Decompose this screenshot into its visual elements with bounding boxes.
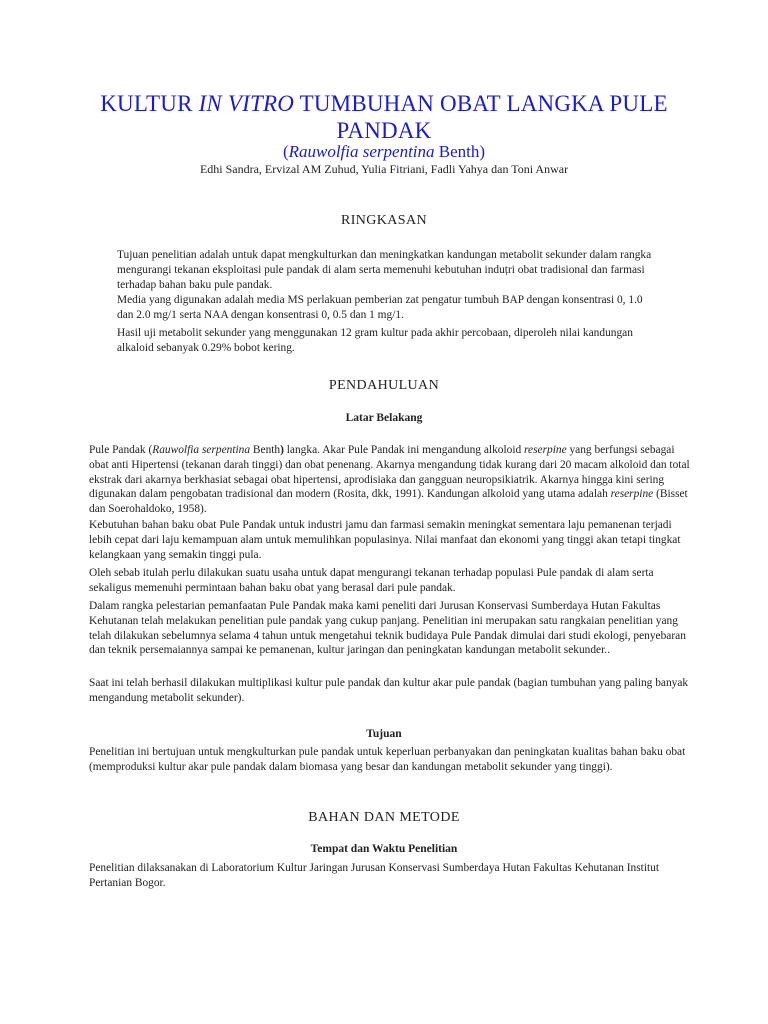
- objective-subheading: Tujuan: [366, 728, 402, 740]
- p1-seg-c: Benth: [250, 444, 281, 456]
- subtitle-species: Rauwolfia serpentina: [288, 142, 435, 161]
- subtitle-open: (: [282, 142, 289, 161]
- intro-paragraph-2: Kebutuhan bahan baku obat Pule Pandak untuk industri jamu dan farmasi semakin meningkat sementara laju pemanenan terjadi lebih cepat dari laju kemampuan alam untuk memulihkan populasinya. Nilai manfaat dan ekonomi yang tinggi akan tetapi tingkat kelangkaan yang semakin tinggi pula.: [89, 519, 681, 561]
- abstract-paragraph-2: Media yang digunakan adalah media MS perlakuan pemberian zat pengatur tumbuh BAP dengan konsentrasi 0, 1.0 dan 2.0 mg/1 serta NAA dengan konsentrasi 0, 0.5 dan 1 mg/1.: [117, 294, 643, 321]
- methods-heading: BAHAN DAN METODE: [308, 810, 460, 825]
- abstract-paragraph-3: Hasil uji metabolit sekunder yang menggunakan 12 gram kultur pada akhir percobaan, diperoleh nilai kandungan alkaloid sebanyak 0.29% bobot kering.: [117, 327, 633, 354]
- subtitle-rest: Benth): [434, 142, 486, 161]
- p1-seg-g: yang berfungsi sebagai obat anti Hipertensi (tekanan darah tinggi) dan obat penenang. Akarnya mengandung tidak kurang dari 20 macam alkoloid dan total ekstrak dari akarnya berkhasiat sebagai obat hipertensi, aprodisiaka dan gangguan neuropsikiatrik. Akarnya hingga kini sering digunakan dalam pengobatan tradisional dan modern (Rosita, dkk, 1991). Kandungan alkoloid yang utama adalah: [89, 444, 690, 501]
- p1-seg-d: ): [280, 444, 284, 456]
- paper-subtitle: [60, 142, 708, 162]
- intro-heading: PENDAHULUAN: [328, 378, 440, 393]
- objective-paragraph: Penelitian ini bertujuan untuk mengkulturkan pule pandak untuk keperluan perbanyakan dan peningkatan kualitas bahan baku obat (memproduksi kultur akar pule pandak dalam biomasa yang besar dan kandungan metabolit sekunder yang tinggi).: [89, 746, 686, 773]
- title-text-2: TUMBUHAN OBAT LANGKA PULE PANDAK: [294, 91, 668, 143]
- intro-paragraph-4: Dalam rangka pelestarian pemanfaatan Pule Pandak maka kami peneliti dari Jurusan Konservasi Sumberdaya Hutan Fakultas Kehutanan telah melakukan penelitian pule pandak yang cukup panjang. Penelitian ini merupakan satu rangkaian penelitian yang telah dilakukan sebelumnya selama 4 tahun untuk mengetahui teknik budidaya Pule Pandak dimulai dari studi ekologi, penyebaran dan teknik persemaiannya sampai ke pemanenan, kultur jaringan dan peningkatan kandungan metabolit sekunder..: [89, 600, 686, 657]
- title-text-1: KULTUR: [100, 91, 199, 116]
- intro-paragraph-1: [89, 443, 691, 517]
- methods-paragraph-1: Penelitian dilaksanakan di Laboratorium Kultur Jaringan Jurusan Konservasi Sumberdaya Hutan Fakultas Kehutanan Institut Pertanian Bogor.: [89, 862, 660, 889]
- p1-reserpine-1: reserpine: [524, 444, 567, 456]
- p1-seg-e: langka. Akar Pule Pandak ini mengandung alkoloid: [283, 444, 525, 456]
- p1-seg-i: (Bisset dan Soerohaldoko, 1958).: [89, 488, 688, 516]
- p1-reserpine-2: reserpine: [610, 488, 654, 501]
- place-time-subheading: Tempat dan Waktu Penelitian: [310, 843, 458, 855]
- intro-paragraph-5: Saat ini telah berhasil dilakukan multiplikasi kultur pule pandak dan kultur akar pule pandak (bagian tumbuhan yang paling banyak mengandung metabolit sekunder).: [89, 677, 689, 704]
- title-italic-text: IN VITRO: [198, 91, 295, 116]
- author-list: Edhi Sandra, Ervizal AM Zuhud, Yulia Fitriani, Fadli Yahya dan Toni Anwar: [199, 162, 569, 176]
- intro-paragraph-3: Oleh sebab itulah perlu dilakukan suatu usaha untuk dapat mengurangi tekanan terhadap populasi Pule pandak di alam serta sekaligus memenuhi permintaan bahan baku obat yang berasal dari pule pandak.: [89, 567, 654, 594]
- p1-seg-a: Pule Pandak (: [89, 444, 153, 456]
- paper-title: [60, 90, 708, 144]
- abstract-paragraph-1: Tujuan penelitian adalah untuk dapat mengkulturkan dan meningkatkan kandungan metabolit sekunder dalam rangka mengurangi tekanan eksploitasi pule pandak di alam serta memenuhi kebutuhan induțri obat tradisional dan farmasi terhadap bahan baku pule pandak.: [117, 249, 652, 291]
- background-subheading: Latar Belakang: [345, 412, 423, 424]
- p1-species: Rauwolfia serpentina: [152, 444, 251, 456]
- abstract-heading: RINGKASAN: [340, 213, 428, 228]
